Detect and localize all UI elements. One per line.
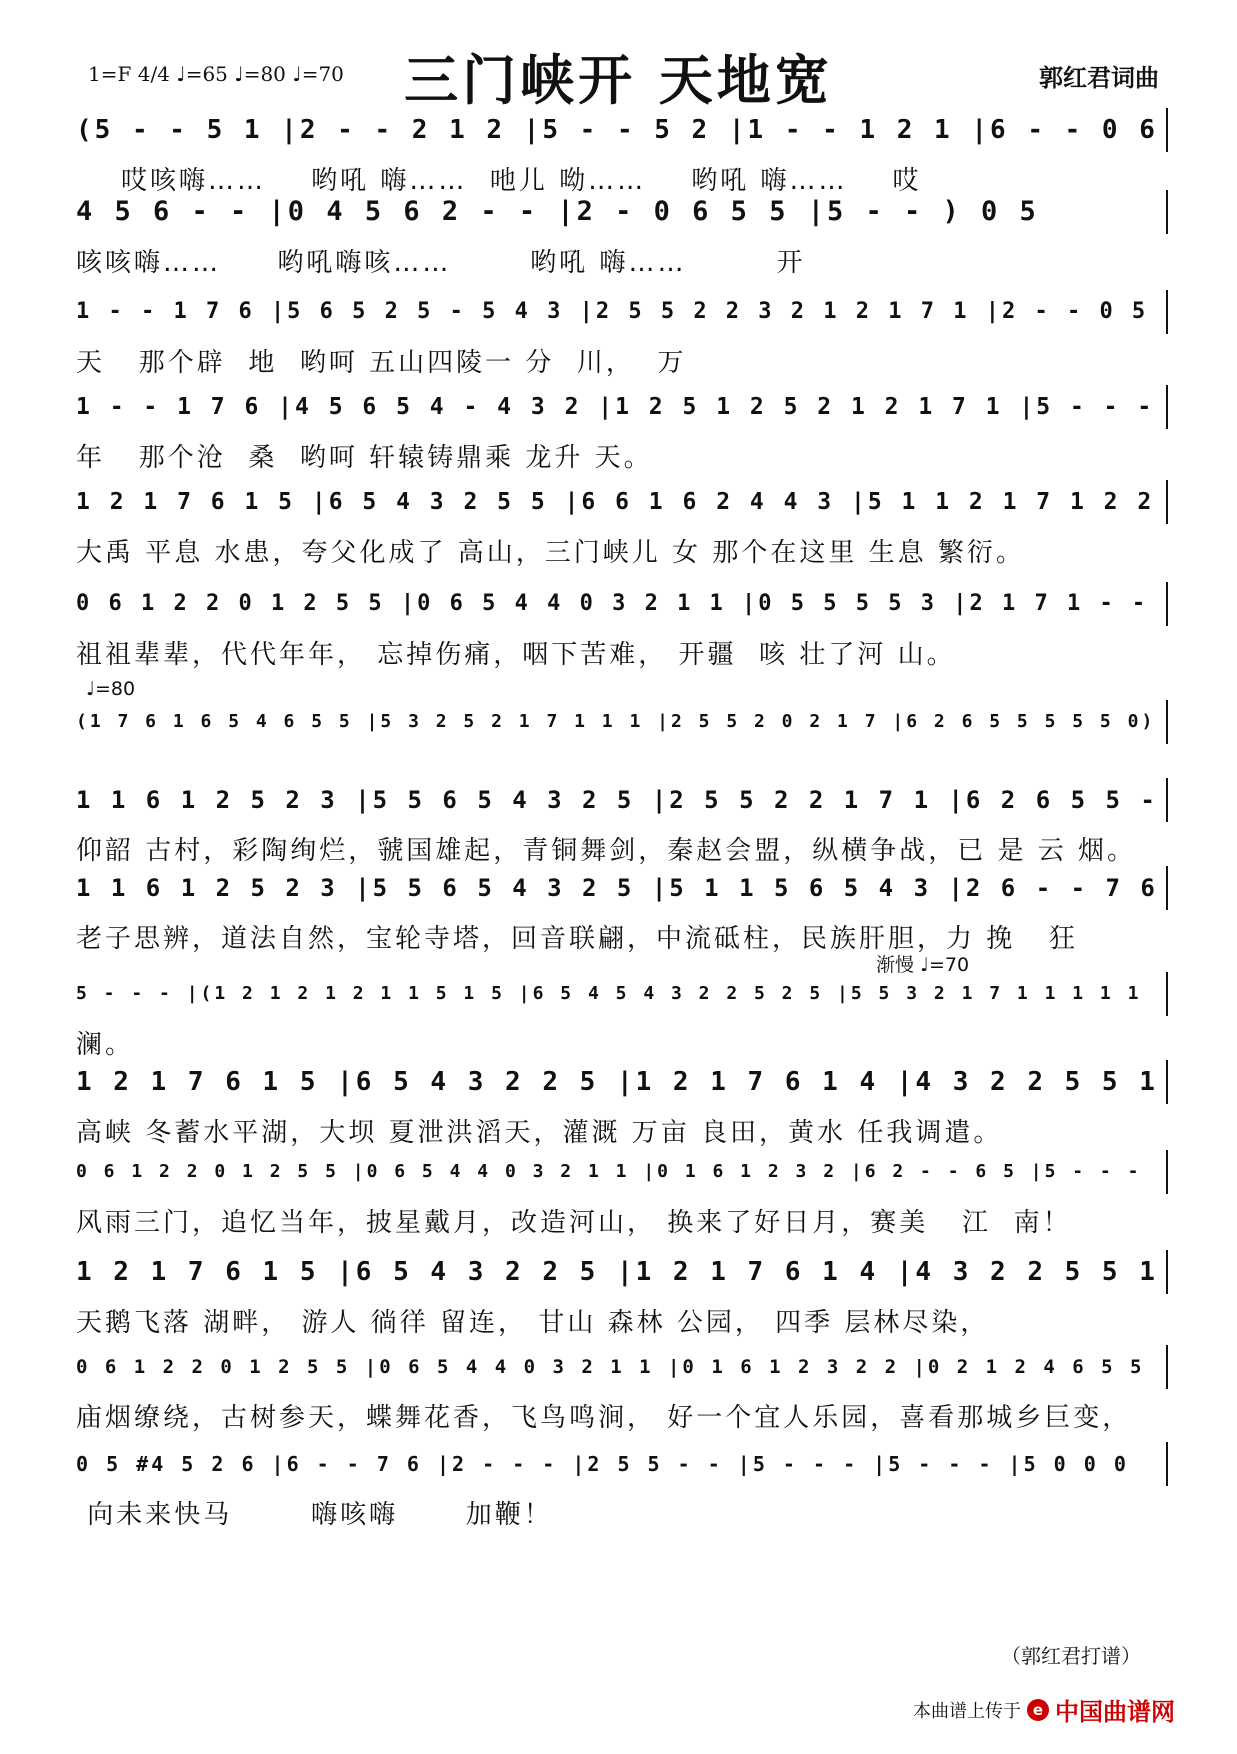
lyrics-line: 哎咳嗨…… 哟吼 嗨…… 吔儿 呦…… 哟吼 嗨…… 哎 (76, 166, 922, 196)
jianpu-notes: 0 6 1 2 2 0 1 2 5 5 |0 6 5 4 4 0 3 2 1 1 |0 1 6 1 2 3 2 2 |0 2 1 2 4 6 5 5 (76, 1356, 1145, 1378)
key-tempo-marking: 1=F 4/4 ♩=65 ♩=80 ♩=70 (88, 62, 344, 86)
jianpu-notes: 1 2 1 7 6 1 5 |6 5 4 3 2 2 5 |1 2 1 7 6 1 4 |4 3 2 2 5 5 1 (76, 1067, 1158, 1097)
jianpu-notes: 1 - - 1 7 6 |4 5 6 5 4 - 4 3 2 |1 2 5 1 2 5 2 1 2 1 7 1 |5 - - - (76, 394, 1155, 420)
notation-line (76, 108, 1168, 152)
lyrics-line: 庙烟缭绕，古树参天，蝶舞花香，飞鸟鸣涧， 好一个宜人乐园，喜看那城乡巨变， (76, 1403, 1132, 1433)
notation-line (76, 1150, 1168, 1194)
lyrics-line: 仰韶 古村，彩陶绚烂，虢国雄起，青铜舞剑，秦赵会盟，纵横争战，已 是 云 烟。 (76, 836, 1137, 866)
jianpu-notes: 1 1 6 1 2 5 2 3 |5 5 6 5 4 3 2 5 |2 5 5 2 2 1 7 1 |6 2 6 5 5 - (76, 786, 1158, 814)
site-footer (913, 1692, 1175, 1727)
lyrics-line: 天 那个辟 地 哟呵 五山四陵一 分 川， 万 (76, 348, 687, 378)
jianpu-notes: (5 - - 5 1 |2 - - 2 1 2 |5 - - 5 2 |1 - - 1 2 1 |6 - - 0 6 (76, 115, 1158, 145)
lyrics-line: 高峡 冬蓄水平湖，大坝 夏泄洪滔天，灌溉 万亩 良田，黄水 任我调遣。 (76, 1118, 1003, 1148)
notation-line (76, 778, 1168, 822)
jianpu-notes: (1 7 6 1 6 5 4 6 5 5 |5 3 2 5 2 1 7 1 1 1 |2 5 5 2 0 2 1 7 |6 2 6 5 5 5 5 5 0) (76, 711, 1156, 732)
lyrics-line: 大禹 平息 水患，夸父化成了 高山，三门峡儿 女 那个在这里 生息 繁衍。 (76, 538, 1025, 568)
jianpu-notes: 1 2 1 7 6 1 5 |6 5 4 3 2 5 5 |6 6 1 6 2 4 4 3 |5 1 1 2 1 7 1 2 2 (76, 489, 1155, 515)
jianpu-notes: 0 6 1 2 2 0 1 2 5 5 |0 6 5 4 4 0 3 2 1 1 |0 5 5 5 5 3 |2 1 7 1 - - (76, 591, 1149, 616)
lyrics-line: 咳咳嗨…… 哟吼嗨咳…… 哟吼 嗨…… 开 (76, 248, 806, 278)
jianpu-notes: 5 - - - |(1 2 1 2 1 2 1 1 5 1 5 |6 5 4 5 4 3 2 2 5 2 5 |5 5 3 2 1 7 1 1 1 1 1 (76, 983, 1142, 1004)
jianpu-notes: 1 1 6 1 2 5 2 3 |5 5 6 5 4 3 2 5 |5 1 1 5 6 5 4 3 |2 6 - - 7 6 (76, 874, 1158, 902)
notation-line (76, 385, 1168, 429)
jianpu-notes: 1 - - 1 7 6 |5 6 5 2 5 - 5 4 3 |2 5 5 2 2 3 2 1 2 1 7 1 |2 - - 0 5 (76, 299, 1149, 324)
transcriber-credit: （郭红君打谱） (1001, 1644, 1141, 1668)
notation-line (76, 1345, 1168, 1389)
jianpu-notes: 4 5 6 - - |0 4 5 6 2 - - |2 - 0 6 5 5 |5 - - ) 0 5 (76, 196, 1039, 227)
lyrics-line: 年 那个沧 桑 哟呵 轩辕铸鼎乘 龙升 天。 (76, 443, 653, 473)
jianpu-notes: 1 2 1 7 6 1 5 |6 5 4 3 2 2 5 |1 2 1 7 6 1 4 |4 3 2 2 5 5 1 (76, 1257, 1158, 1287)
jianpu-notes: 0 6 1 2 2 0 1 2 5 5 |0 6 5 4 4 0 3 2 1 1 |0 1 6 1 2 3 2 |6 2 - - 6 5 |5 - - - (76, 1161, 1142, 1182)
notation-line (76, 290, 1168, 334)
lyrics-line: 祖祖辈辈，代代年年， 忘掉伤痛，咽下苦难， 开疆 咳 壮了河 山。 (76, 640, 956, 670)
lyrics-line: 老子思辨，道法自然，宝轮寺塔，回音联翩，中流砥柱，民族肝胆，力 挽 狂 (76, 924, 1079, 954)
notation-line (76, 480, 1168, 524)
tempo-marking: 渐慢 ♩=70 (876, 954, 970, 976)
notation-line (76, 700, 1168, 744)
score-author: 郭红君词曲 (1039, 64, 1159, 92)
jianpu-notes: 0 5 #4 5 2 6 |6 - - 7 6 |2 - - - |2 5 5 - - |5 - - - |5 - - - |5 0 0 0 (76, 1452, 1129, 1476)
tempo-marking: ♩=80 (86, 678, 136, 700)
lyrics-line: 澜。 (76, 1030, 135, 1060)
score-header (0, 38, 1237, 112)
lyrics-line: 风雨三门，追忆当年，披星戴月，改造河山， 换来了好日月，赛美 江 南！ (76, 1208, 1072, 1238)
notation-line (76, 1250, 1168, 1294)
notation-line (76, 582, 1168, 626)
notation-line (76, 866, 1168, 910)
lyrics-line: 天鹅飞落 湖畔， 游人 徜徉 留连， 甘山 森林 公园， 四季 层林尽染， (76, 1308, 990, 1338)
notation-line (76, 1060, 1168, 1104)
notation-line (76, 972, 1168, 1016)
notation-line (76, 190, 1168, 234)
footer-text: 本曲谱上传于 (913, 1700, 1021, 1722)
notation-line (76, 1442, 1168, 1486)
site-logo-icon: e (1027, 1699, 1049, 1721)
score-title: 三门峡开 天地宽 (404, 49, 833, 112)
site-logo-text[interactable]: 中国曲谱网 (1055, 1698, 1175, 1726)
lyrics-line: 向未来快马 嗨咳嗨 加鞭！ (76, 1500, 553, 1530)
